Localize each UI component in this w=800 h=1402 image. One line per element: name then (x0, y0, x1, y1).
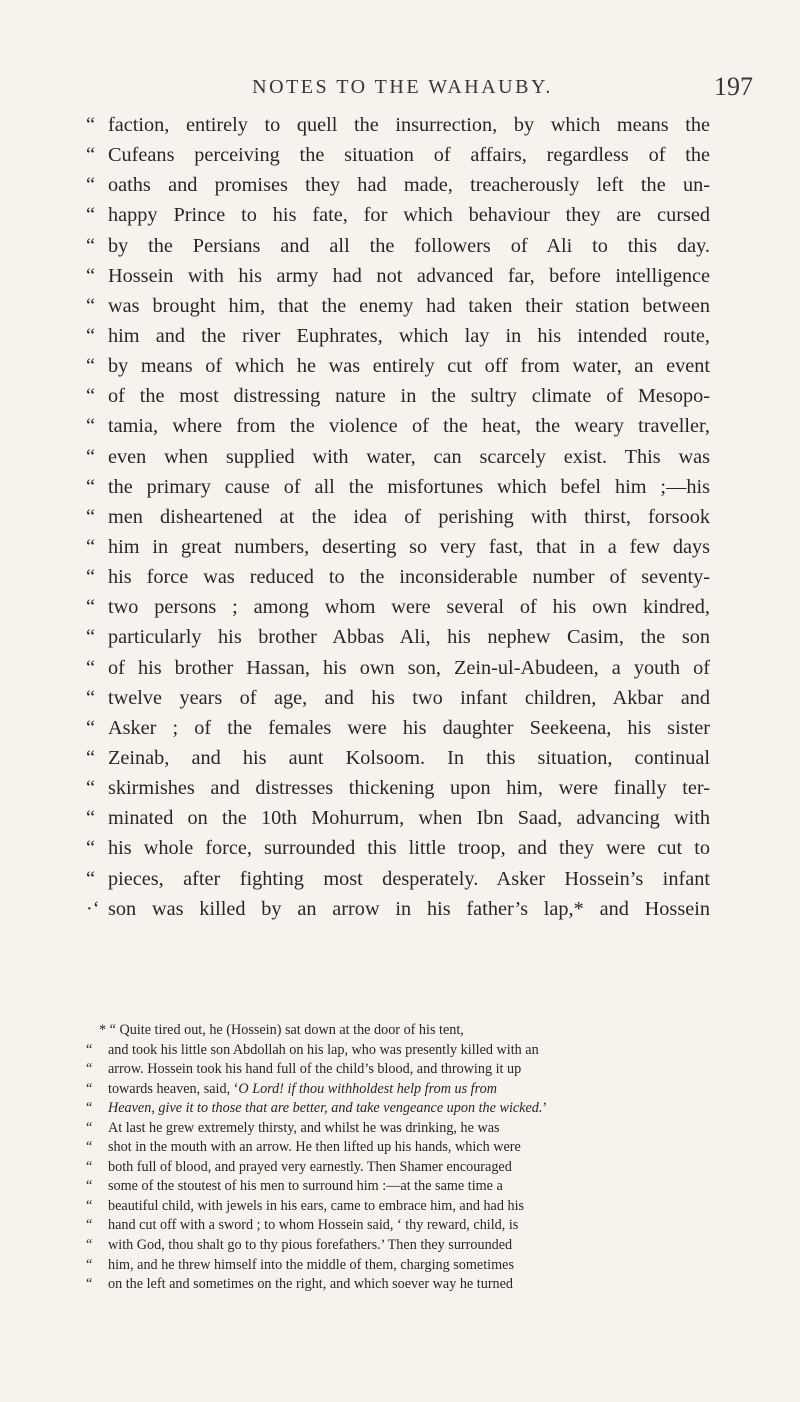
footnote-line-text: both full of blood, and prayed very earnestly. Then Shamer encouraged (108, 1158, 512, 1175)
quote-mark: “ (86, 1197, 93, 1214)
quote-mark: “ (86, 234, 96, 257)
line-text: of his brother Hassan, his own son, Zein-ul-Abudeen, a youth of (108, 656, 710, 679)
main-text (86, 114, 710, 928)
quote-mark: “ (86, 1276, 93, 1293)
line-text: him and the river Euphrates, which lay in his intended route, (108, 324, 710, 347)
quote-mark: “ (86, 1178, 93, 1195)
line-text: him in great numbers, deserting so very fast, that in a few days (108, 535, 710, 558)
text-line (86, 596, 710, 626)
line-text: twelve years of age, and his two infant children, Akbar and (108, 686, 710, 709)
line-text: oaths and promises they had made, treacherously left the un- (108, 174, 710, 197)
text-line (86, 204, 710, 234)
quote-mark: “ (86, 1237, 93, 1254)
footnote-line (86, 1081, 710, 1101)
footnote-line (86, 1217, 710, 1237)
footnote-line-text: on the left and sometimes on the right, and which soever way he turned (108, 1276, 514, 1293)
quote-mark: “ (86, 746, 96, 769)
quote-mark: “ (86, 1100, 93, 1117)
quote-mark: ·‘ (86, 897, 100, 920)
footnote-line (86, 1042, 710, 1062)
line-text: even when supplied with water, can scarcely exist. This was (108, 445, 710, 468)
quote-mark: “ (86, 324, 96, 347)
text-line (86, 415, 710, 445)
text-line (86, 777, 710, 807)
text-line (86, 325, 710, 355)
quote-mark: “ (86, 174, 96, 197)
quote-mark: “ (86, 626, 96, 649)
quote-mark: “ (86, 656, 96, 679)
text-line (86, 837, 710, 867)
footnote-line (86, 1139, 710, 1159)
footnote-line-text: some of the stoutest of his men to surround him :—at the same time a (108, 1178, 503, 1195)
line-text: two persons ; among whom were several of his own kindred, (108, 596, 710, 619)
quote-mark: “ (86, 1080, 93, 1097)
text-line (86, 144, 710, 174)
quote-mark: “ (86, 1158, 93, 1175)
text-line (86, 717, 710, 747)
line-text: Hossein with his army had not advanced far, before intelligence (108, 264, 710, 287)
line-text: by the Persians and all the followers of Ali to this day. (108, 234, 710, 257)
line-text: by means of which he was entirely cut off from water, an event (108, 355, 710, 378)
footnote-line-text: * “ Quite tired out, he (Hossein) sat down at the door of his tent, (99, 1022, 464, 1038)
line-text: was brought him, that the enemy had taken their station between (108, 294, 710, 317)
quote-mark: “ (86, 1119, 93, 1136)
footnote-line-text: At last he grew extremely thirsty, and whilst he was drinking, he was (108, 1119, 500, 1136)
quote-mark: “ (86, 475, 96, 498)
footnote-line (86, 1100, 710, 1120)
footnote-line (86, 1276, 710, 1296)
footnote-line (86, 1178, 710, 1198)
quote-mark: “ (86, 294, 96, 317)
quote-mark: “ (86, 114, 96, 136)
quote-mark: “ (86, 535, 96, 558)
text-line (86, 174, 710, 204)
line-text: minated on the 10th Mohurrum, when Ibn Saad, advancing with (108, 807, 710, 830)
footnote-line (86, 1022, 710, 1042)
text-line (86, 626, 710, 656)
line-text: of the most distressing nature in the sultry climate of Mesopo- (108, 385, 710, 408)
text-line (86, 385, 710, 415)
quote-mark: “ (86, 1139, 93, 1156)
footnote-line (86, 1198, 710, 1218)
text-line (86, 536, 710, 566)
footnote-line (86, 1159, 710, 1179)
footnote-line-text: arrow. Hossein took his hand full of the child’s blood, and throwing it up (108, 1061, 522, 1078)
line-text: happy Prince to his fate, for which behaviour they are cursed (108, 204, 710, 227)
quote-mark: “ (86, 807, 96, 830)
text-line (86, 476, 710, 506)
quote-mark: “ (86, 777, 96, 800)
quote-mark: “ (86, 415, 96, 438)
footnote-line-text: him, and he threw himself into the middle of them, charging sometimes (108, 1256, 514, 1273)
text-line (86, 898, 710, 928)
text-line (86, 295, 710, 325)
line-text: Cufeans perceiving the situation of affairs, regardless of the (108, 144, 710, 167)
quote-mark: “ (86, 566, 96, 589)
line-text: son was killed by an arrow in his father’s lap,* and Hossein (108, 897, 710, 920)
line-text: his force was reduced to the inconsiderable number of seventy- (108, 566, 710, 589)
text-line (86, 657, 710, 687)
quote-mark: “ (86, 144, 96, 167)
footnote-line (86, 1120, 710, 1140)
footnote-line-text: ’ (542, 1100, 548, 1117)
quote-mark: “ (86, 1256, 93, 1273)
footnote-line-text: shot in the mouth with an arrow. He then lifted up his hands, which were (108, 1139, 521, 1156)
text-line (86, 446, 710, 476)
quote-mark: “ (86, 837, 96, 860)
footnote (86, 1022, 710, 1296)
text-line (86, 807, 710, 837)
text-line (86, 235, 710, 265)
line-text: pieces, after fighting most desperately. Asker Hossein’s infant (108, 867, 710, 890)
footnote-line-text: beautiful child, with jewels in his ears, came to embrace him, and had his (108, 1197, 525, 1214)
text-line (86, 747, 710, 777)
line-text: Zeinab, and his aunt Kolsoom. In this situation, continual (108, 746, 710, 769)
text-line (86, 114, 710, 144)
footnote-line (86, 1061, 710, 1081)
quote-mark: “ (86, 445, 96, 468)
quote-mark: “ (86, 867, 96, 890)
footnote-italic-text: Heaven, give it to those that are better, and take vengeance upon the wicked. (108, 1100, 543, 1117)
text-line (86, 355, 710, 385)
quote-mark: “ (86, 505, 96, 528)
quote-mark: “ (86, 204, 96, 227)
quote-mark: “ (86, 686, 96, 709)
quote-mark: “ (86, 385, 96, 408)
text-line (86, 868, 710, 898)
line-text: men disheartened at the idea of perishing with thirst, forsook (108, 505, 710, 528)
quote-mark: “ (86, 1041, 93, 1058)
footnote-line-text: towards heaven, said, ‘ (108, 1080, 239, 1097)
footnote-line-text: hand cut off with a sword ; to whom Hossein said, ‘ thy reward, child, is (108, 1217, 519, 1234)
quote-mark: “ (86, 596, 96, 619)
text-line (86, 265, 710, 295)
footnote-line (86, 1257, 710, 1277)
line-text: particularly his brother Abbas Ali, his nephew Casim, the son (108, 626, 710, 649)
running-header (0, 72, 800, 106)
quote-mark: “ (86, 264, 96, 287)
footnote-line (86, 1237, 710, 1257)
page-number: 197 (714, 72, 753, 101)
line-text: Asker ; of the females were his daughter Seekeena, his sister (108, 716, 710, 739)
line-text: the primary cause of all the misfortunes which befel him ;—his (108, 475, 710, 498)
quote-mark: “ (86, 1217, 93, 1234)
text-line (86, 566, 710, 596)
text-line (86, 687, 710, 717)
running-title: NOTES TO THE WAHAUBY. (252, 76, 553, 98)
line-text: his whole force, surrounded this little troop, and they were cut to (108, 837, 710, 860)
line-text: tamia, where from the violence of the heat, the weary traveller, (108, 415, 710, 438)
footnote-line-text: and took his little son Abdollah on his lap, who was presently killed with an (108, 1041, 539, 1058)
line-text: skirmishes and distresses thickening upon him, were finally ter- (108, 777, 710, 800)
quote-mark: “ (86, 355, 96, 378)
footnote-line-text: with God, thou shalt go to thy pious forefathers.’ Then they surrounded (108, 1237, 513, 1254)
quote-mark: “ (86, 716, 96, 739)
text-line (86, 506, 710, 536)
line-text: faction, entirely to quell the insurrection, by which means the (108, 114, 710, 136)
quote-mark: “ (86, 1061, 93, 1078)
footnote-italic-text: O Lord! if thou withholdest help from us from (238, 1080, 497, 1097)
